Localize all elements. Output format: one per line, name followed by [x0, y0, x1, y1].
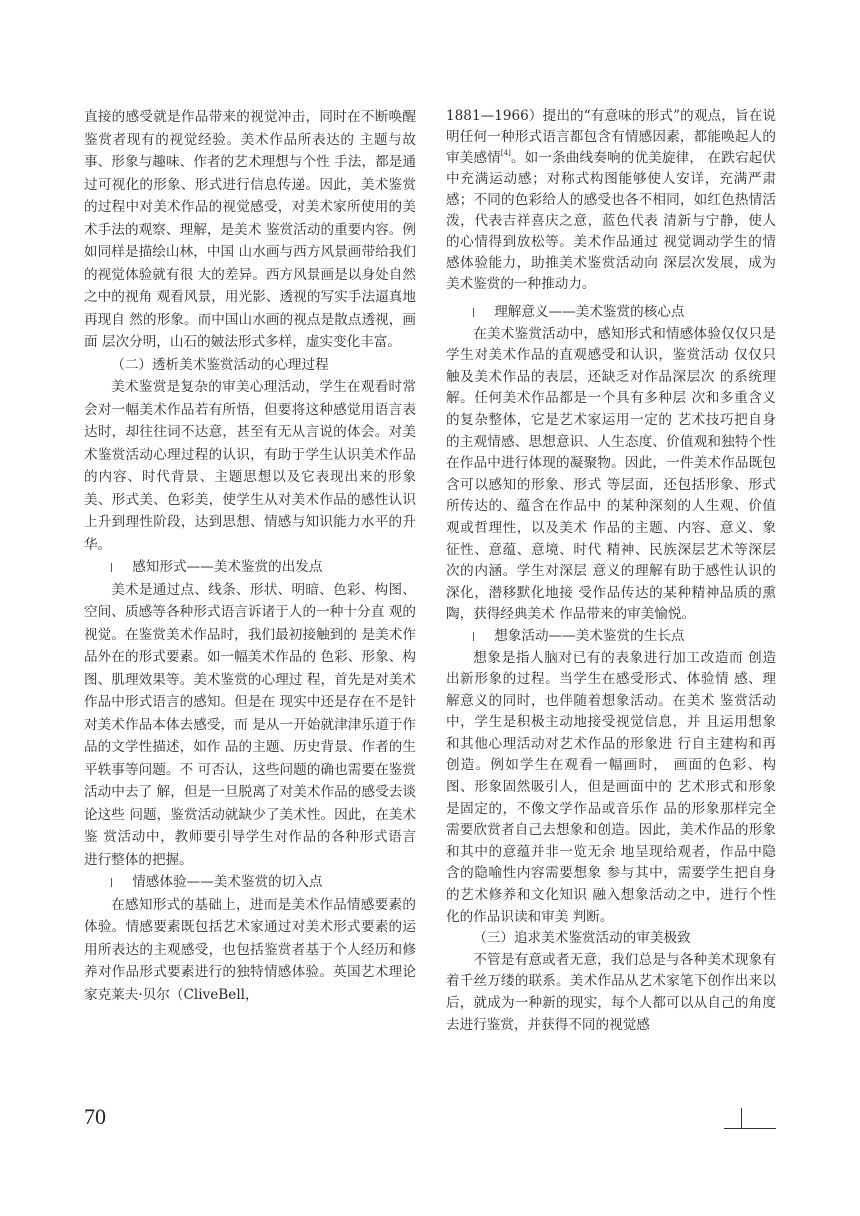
right-column-top — [446, 106, 776, 295]
paragraph: 美术鉴赏是复杂的审美心理活动，学生在观看时常会对一幅美术作品若有所悟，但要将这种感觉用语言表达时，却往往词不达意，甚至有无从言说的体会。对美术鉴赏活动心理过程的认识，有助于学生认识美术作品的内容、时代背景、主题思想以及它表现出来的形象美、形式美、色彩美，使学生从对美术作品的感性认识上升到理性阶段，达到思想、情感与知识能力水平的升华。 — [84, 379, 416, 553]
paragraph-text: 1881—1966）提出的“有意味的形式”的观点，旨在说明任何一种形式语言都包含有情感因素，都能唤起人的审美感情 — [446, 108, 776, 166]
subsection-heading — [446, 302, 776, 324]
subsection-heading — [446, 626, 776, 648]
subsection-heading-text: 情感体验——美术鉴赏的切入点 — [132, 874, 323, 890]
section-marker-icon — [111, 563, 120, 572]
section-heading: （二）透析美术鉴赏活动的心理过程 — [111, 356, 329, 373]
citation: [4] — [500, 149, 511, 157]
subsection-heading-text: 想象活动——美术鉴赏的生长点 — [494, 627, 685, 644]
paragraph: 直接的感受就是作品带来的视觉冲击，同时在不断唤醒鉴赏者现有的视觉经验。美术作品所表达的 主题与故事、形象与趣味、作者的艺术理想与个性 手法，都是通过可视化的形象、形式进行信息传递。因此，美术鉴赏的过程中对美术作品的视觉感受，对美术家所使用的美术手法的观察、理解，是美术 鉴赏活动的重要内容。例如同样是描绘山林，中国 山水画与西方风景画带给我们的视觉体验就有很 大的差异。西方风景画是以身处自然之中的视角 观看风景，用光影、透视的写实手法逼真地再现自 然的形象。而中国山水画的视点是散点透视，画面 层次分明，山石的皴法形式多样，虚实变化丰富。 — [84, 109, 416, 350]
page-number: 70 — [84, 1104, 106, 1129]
section-marker-icon — [473, 308, 482, 317]
footer-divider — [741, 1108, 742, 1128]
paragraph: 在美术鉴赏活动中，感知形式和情感体验仅仅只是学生对美术作品的直观感受和认识，鉴赏活动 仅仅只触及美术作品的表层，还缺乏对作品深层次 的系统理解。任何美术作品都是一个具有多种层 次和多重含义的复杂整体，它是艺术家运用一定的 艺术技巧把自身的主观情感、思想意识、人生态度、价值观和独特个性在作品中进行体现的凝聚物。因此，一件美术作品既包含可以感知的形象、形式 等层面，还包括形象、形式所传达的、蕴含在作品中 的某种深刻的人生观、价值观或哲理性，以及美术 作品的主题、内容、意义、象征性、意蕴、意境、时代 精神、民族深层艺术等深层次的内涵。学生对深层 意义的理解有助于感性认识的深化，潜移默化地接 受作品传达的某种精神品质的熏陶，获得经典美术 作品带来的审美愉悦。 — [446, 325, 776, 623]
section-marker-icon — [111, 878, 120, 887]
subsection-heading-text: 理解意义——美术鉴赏的核心点 — [494, 304, 685, 320]
subsection-heading — [84, 556, 416, 579]
paragraph: 美术是通过点、线条、形状、明暗、色彩、构图、空间、质感等各种形式语言诉诸于人的一种十分直 观的视觉。在鉴赏美术作品时，我们最初接触到的 是美术作品外在的形式要素。如一幅美术作品的 色彩、形象、构图、肌理效果等。美术鉴赏的心理过 程，首先是对美术作品中形式语言的感知。但是在 现实中还是存在不是针对美术作品本体去感受，而 是从一开始就津津乐道于作品的文学性描述，如作 品的主题、历史背景、作者的生平轶事等问题。不 可否认，这些问题的确也需要在鉴赏活动中去了 解，但是一旦脱离了对美术作品的感受去谈论这些 问题，鉴赏活动就缺少了美术性。因此，在美术鉴 赏活动中，教师要引导学生对作品的各种形式语言 进行整体的把握。 — [84, 581, 416, 868]
paragraph: 在感知形式的基础上，进而是美术作品情感要素的体验。情感要素既包括艺术家通过对美术形式要素的运用所表达的主观感受，也包括鉴赏者基于个人经历和修养对作品形式要素进行的独特情感体验。英国艺术理论家克莱夫·贝尔（CliveBell， — [84, 896, 416, 1003]
subsection-heading-text: 感知形式——美术鉴赏的出发点 — [132, 559, 323, 575]
section-heading: （三）追求美术鉴赏活动的审美极致 — [473, 930, 691, 947]
section-marker-icon — [473, 632, 482, 641]
paragraph-text: 。如一条曲线奏响的优美旋律， 在跌宕起伏中充满运动感；对称式构图能够使人安详，充满严肃感；不同的色彩给人的感受也各不相同，如红色热情活泼，代表吉祥喜庆之意，蓝色代表 清新与宁静，使人的心情得到放松等。美术作品通过 视觉调动学生的情感体验能力，助推美术鉴赏活动向 深层次发展，成为美术鉴赏的一种推动力。 — [446, 150, 776, 292]
subsection-heading — [84, 871, 416, 894]
paragraph — [446, 106, 776, 295]
left-column — [84, 106, 416, 1006]
footer-rule — [724, 1128, 776, 1129]
right-column — [446, 302, 776, 1036]
paragraph: 不管是有意或者无意，我们总是与各种美术现象有着千丝万缕的联系。美术作品从艺术家笔下创作出来以后，就成为一种新的现实，每个人都可以从自己的角度去进行鉴赏，并获得不同的视觉感 — [446, 951, 776, 1033]
paragraph: 想象是指人脑对已有的表象进行加工改造而 创造出新形象的过程。当学生在感受形式、体验情 感、理解意义的同时，也伴随着想象活动。在美术 鉴赏活动中，学生是积极主动地接受视觉信息，并 且运用想象和其他心理活动对艺术作品的形象进 行自主建构和再创造。例如学生在观看一幅画时， 画面的色彩、构图、形象固然吸引人，但是画面中的 艺术形式和形象是固定的，不像文学作品或音乐作 品的形象那样完全需要欣赏者自己去想象和创造。因此，美术作品的形象和其中的意蕴并非一览无余 地呈现给观者，作品中隐含的隐喻性内容需要想象 参与其中，需要学生把自身的艺术修养和文化知识 融入想象活动之中，进行个性化的作品识读和审美 判断。 — [446, 649, 776, 925]
